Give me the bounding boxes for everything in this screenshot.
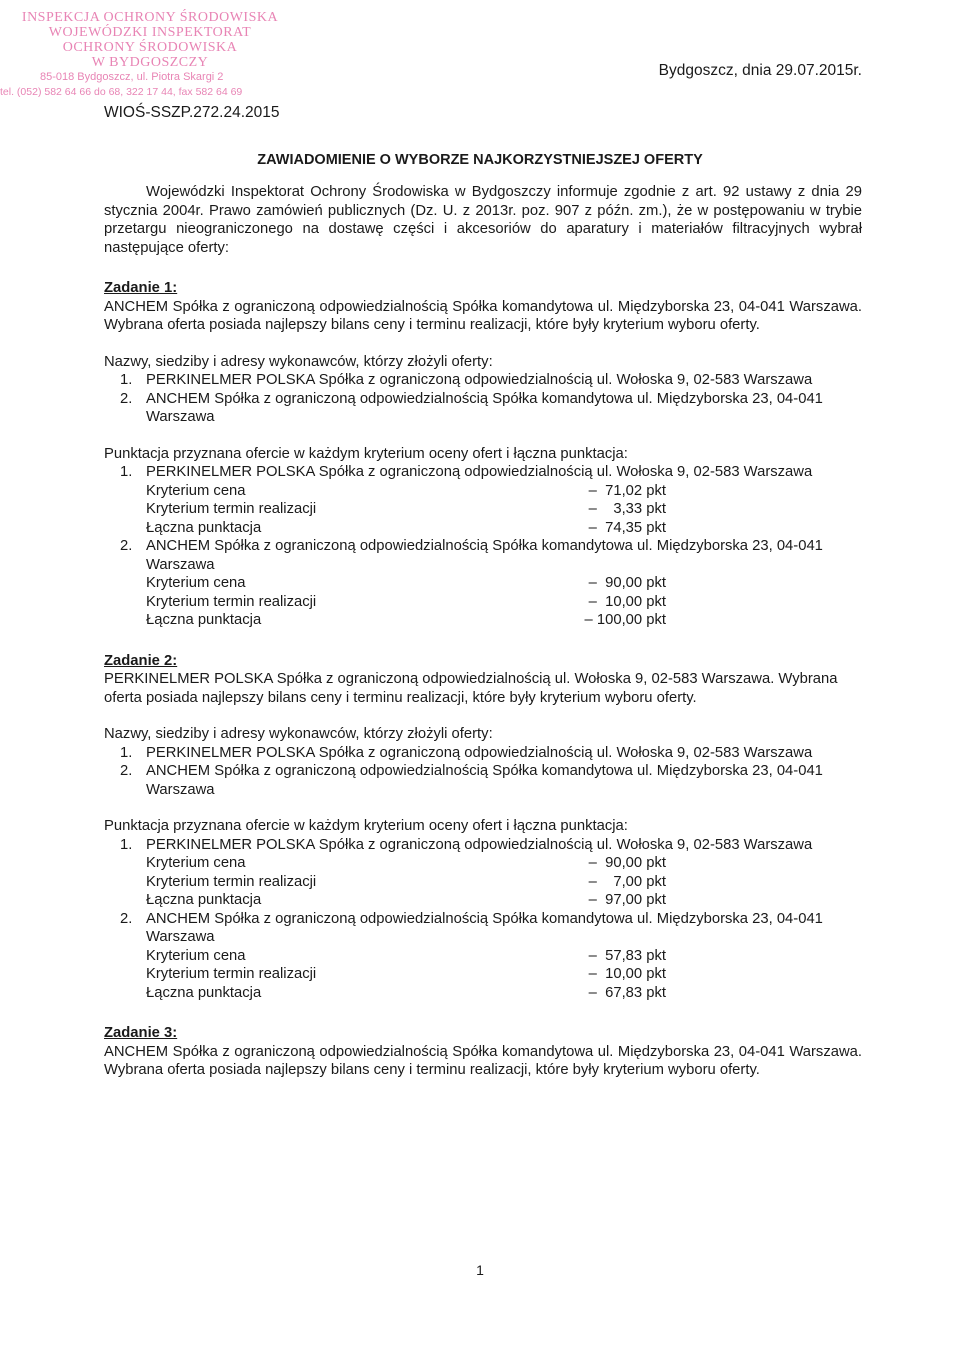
bidder-text: ANCHEM Spółka z ograniczoną odpowiedzialnością Spółka komandytowa ul. Międzyborska 23, 04-041 Warszawa [146,538,823,573]
task-2-heading: Zadanie 2: [104,652,178,669]
task-1-heading: Zadanie 1: [104,280,178,296]
item-number: 2. [120,763,133,779]
document-title: ZAWIADOMIENIE O WYBORZE NAJKORZYSTNIEJSZEJ OFERTY [257,152,703,168]
criterion-value: – 57,83 pkt [588,947,666,964]
criterion-label: Łączna punktacja [146,892,262,908]
criterion-row [104,611,862,630]
criterion-label: Łączna punktacja [146,612,262,628]
criterion-value: – 97,00 pkt [588,892,666,908]
list-item [104,762,862,799]
item-number: 2. [120,910,133,927]
bidder-text: PERKINELMER POLSKA Spółka z ograniczoną odpowiedzialnością ul. Wołoska 9, 02-583 Warszawa [146,744,813,761]
date-line: Bydgoszcz, dnia 29.07.2015r. [658,62,862,79]
task-1-bidders-heading: Nazwy, siedziby i adresy wykonawców, którzy złożyli oferty: [104,353,493,370]
criterion-row [104,482,862,501]
criterion-value: – 67,83 pkt [588,984,666,1001]
stamp-line-4: W BYDGOSZCZY [91,55,209,70]
list-item [104,910,862,947]
criterion-label: Kryterium cena [146,855,246,871]
criterion-value: – 90,00 pkt [588,575,666,591]
criterion-row [104,519,862,538]
criterion-row [104,593,862,612]
task-2-scores-heading: Punktacja przyznana ofercie w każdym kryterium oceny ofert i łączna punktacja: [104,818,628,834]
criterion-row [104,854,862,873]
criterion-label: Łączna punktacja [146,984,262,1001]
bidder-text: PERKINELMER POLSKA Spółka z ograniczoną odpowiedzialnością ul. Wołoska 9, 02-583 Warszawa [146,836,813,853]
task-3-winner: ANCHEM Spółka z ograniczoną odpowiedzialnością Spółka komandytowa ul. Międzyborska 23, 04-041 Warszawa. Wybrana oferta posiada najlepszy bilans ceny i terminu realizacji, które były kryterium wyboru oferty. [104,1043,862,1078]
item-number: 1. [120,464,133,480]
criterion-row [104,574,862,593]
list-item [104,463,862,482]
criterion-row [104,984,862,1003]
criterion-value: – 7,00 pkt [588,873,666,890]
list-item [104,744,862,763]
list-item [104,371,862,390]
criterion-label: Kryterium cena [146,947,246,964]
item-number: 2. [120,538,133,554]
stamp-line-3: OCHRONY ŚRODOWISKA [62,40,238,55]
item-number: 1. [120,836,133,853]
stamp-line-1: INSPEKCJA OCHRONY ŚRODOWISKA [21,10,279,25]
intro-paragraph: Wojewódzki Inspektorat Ochrony Środowiska w Bydgoszczy informuje zgodnie z art. 92 ustawy z dnia 29 stycznia 2004r. Prawo zamówień publicznych (Dz. U. z 2013r. poz. 907 z późn. zm.), że w postępowaniu w trybie przetargu nieograniczonego na dostawę części i akcesoriów do aparatury i materiałów filtracyjnych wybrał następujące oferty: [104,184,862,256]
list-item [104,836,862,855]
criterion-value: – 71,02 pkt [588,482,666,499]
criterion-value: – 100,00 pkt [584,612,666,628]
criterion-row [104,891,862,910]
item-number: 1. [120,372,133,388]
bidder-text: ANCHEM Spółka z ograniczoną odpowiedzialnością Spółka komandytowa ul. Międzyborska 23, 04-041 Warszawa [146,763,823,798]
task-2-bidders-heading: Nazwy, siedziby i adresy wykonawców, którzy złożyli oferty: [104,726,493,742]
criterion-row [104,947,862,966]
list-item [104,390,862,427]
bidder-text: ANCHEM Spółka z ograniczoną odpowiedzialnością Spółka komandytowa ul. Międzyborska 23, 04-041 Warszawa [146,910,823,945]
item-number: 2. [120,390,133,407]
stamp-line-2: WOJEWÓDZKI INSPEKTORAT [48,25,252,40]
criterion-value: – 74,35 pkt [588,519,666,536]
document-body [104,183,862,1080]
stamp-phone: tel. (052) 582 64 66 do 68, 322 17 44, fax 582 64 69 [0,86,243,98]
criterion-label: Kryterium termin realizacji [146,501,317,517]
list-item [104,537,862,574]
task-2-winner: PERKINELMER POLSKA Spółka z ograniczoną odpowiedzialnością ul. Wołoska 9, 02-583 Warszawa. Wybrana oferta posiada najlepszy bilans ceny i terminu realizacji, które były kryterium wyboru oferty. [104,671,838,706]
criterion-label: Kryterium cena [146,575,246,591]
criterion-value: – 10,00 pkt [588,593,666,610]
item-number: 1. [120,744,133,761]
task-1-scores-heading: Punktacja przyznana ofercie w każdym kryterium oceny ofert i łączna punktacja: [104,445,628,462]
criterion-row [104,965,862,984]
reference-number: WIOŚ-SSZP.272.24.2015 [104,104,280,121]
criterion-label: Kryterium cena [146,482,246,499]
criterion-label: Kryterium termin realizacji [146,873,317,890]
bidder-text: ANCHEM Spółka z ograniczoną odpowiedzialnością Spółka komandytowa ul. Międzyborska 23, 04-041 Warszawa [146,390,823,425]
criterion-label: Kryterium termin realizacji [146,593,317,610]
page-number: 1 [476,1262,484,1278]
bidder-text: PERKINELMER POLSKA Spółka z ograniczoną odpowiedzialnością ul. Wołoska 9, 02-583 Warszawa [146,464,813,480]
criterion-label: Kryterium termin realizacji [146,966,317,982]
criterion-label: Łączna punktacja [146,519,262,536]
criterion-value: – 10,00 pkt [588,966,666,982]
bidder-text: PERKINELMER POLSKA Spółka z ograniczoną odpowiedzialnością ul. Wołoska 9, 02-583 Warszawa [146,372,813,388]
criterion-row [104,500,862,519]
task-3-heading: Zadanie 3: [104,1025,178,1041]
criterion-row [104,873,862,892]
criterion-value: – 90,00 pkt [588,855,666,871]
task-1-winner: ANCHEM Spółka z ograniczoną odpowiedzialnością Spółka komandytowa ul. Międzyborska 23, 04-041 Warszawa. Wybrana oferta posiada najlepszy bilans ceny i terminu realizacji, które były kryterium wyboru oferty. [104,298,862,333]
criterion-value: – 3,33 pkt [588,501,666,517]
stamp-address: 85-018 Bydgoszcz, ul. Piotra Skargi 2 [40,71,224,83]
institution-stamp [0,10,330,100]
